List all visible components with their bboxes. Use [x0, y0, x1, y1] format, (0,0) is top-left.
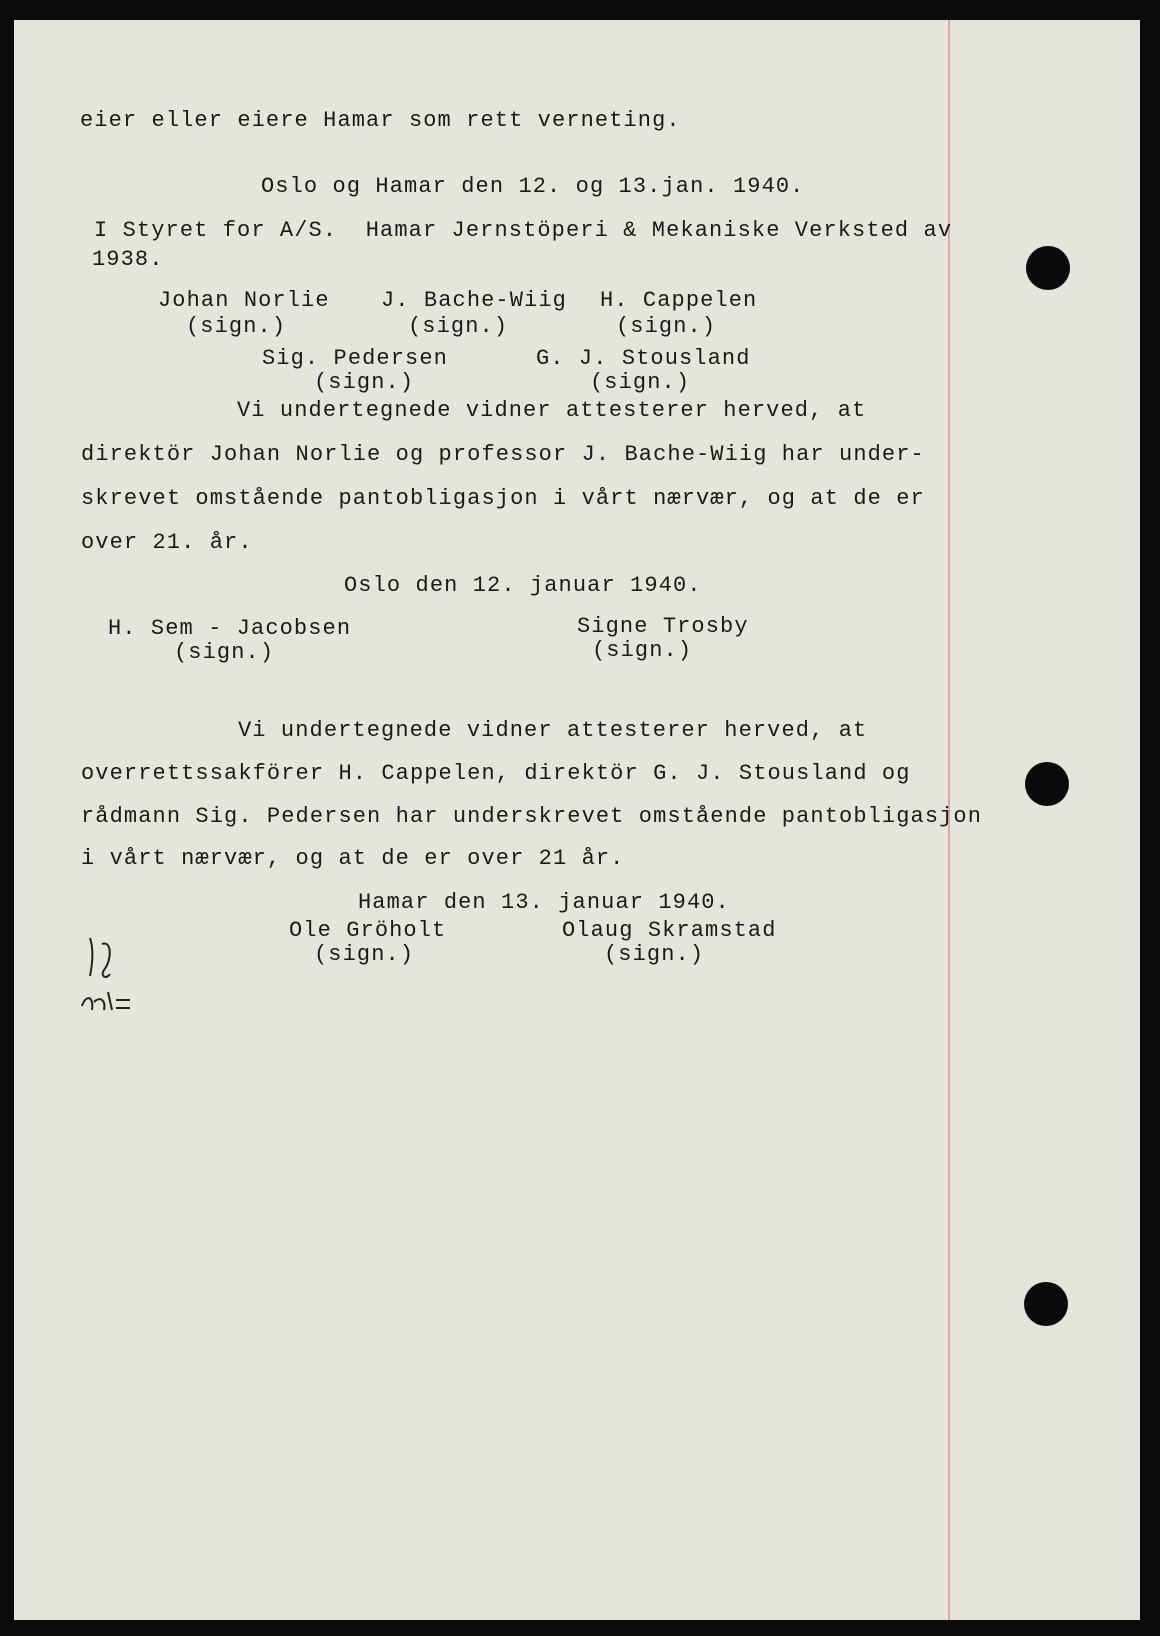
- handwritten-initials: [76, 930, 146, 1020]
- text-line: i vårt nærvær, og at de er over 21 år.: [81, 846, 625, 871]
- punch-hole: [1026, 246, 1070, 290]
- signature-name: Olaug Skramstad: [562, 918, 777, 943]
- signature-name: Sig. Pedersen: [262, 346, 448, 371]
- signature-note: (sign.): [314, 942, 415, 967]
- text-line: rådmann Sig. Pedersen har underskrevet omstående pantobligasjon: [81, 804, 983, 829]
- text-line: direktör Johan Norlie og professor J. Bache-Wiig har under-: [81, 442, 925, 467]
- text-line: 1938.: [92, 247, 164, 272]
- date-line: Hamar den 13. januar 1940.: [358, 890, 730, 915]
- document-page: [14, 20, 1140, 1620]
- punch-hole: [1024, 1282, 1068, 1326]
- signature-name: Signe Trosby: [577, 614, 749, 639]
- signature-note: (sign.): [592, 638, 693, 663]
- signature-note: (sign.): [616, 314, 717, 339]
- signature-note: (sign.): [590, 370, 691, 395]
- signature-name: H. Cappelen: [600, 288, 758, 313]
- text-line: Vi undertegnede vidner attesterer herved, at: [237, 398, 867, 423]
- punch-hole: [1025, 762, 1069, 806]
- text-line: Vi undertegnede vidner attesterer herved, at: [238, 718, 868, 743]
- text-line: eier eller eiere Hamar som rett verneting.: [80, 108, 681, 133]
- signature-name: G. J. Stousland: [536, 346, 751, 371]
- text-line: skrevet omstående pantobligasjon i vårt nærvær, og at de er: [81, 486, 925, 511]
- date-line: Oslo den 12. januar 1940.: [344, 573, 702, 598]
- signature-name: Johan Norlie: [158, 288, 330, 313]
- signature-name: J. Bache-Wiig: [381, 288, 567, 313]
- date-line: Oslo og Hamar den 12. og 13.jan. 1940.: [261, 174, 805, 199]
- signature-note: (sign.): [408, 314, 509, 339]
- text-line: over 21. år.: [81, 530, 253, 555]
- signature-note: (sign.): [604, 942, 705, 967]
- signature-note: (sign.): [186, 314, 287, 339]
- signature-note: (sign.): [314, 370, 415, 395]
- signature-note: (sign.): [174, 640, 275, 665]
- signature-name: H. Sem - Jacobsen: [108, 616, 352, 641]
- text-line: I Styret for A/S. Hamar Jernstöperi & Mekaniske Verksted av: [94, 218, 953, 243]
- signature-name: Ole Gröholt: [289, 918, 447, 943]
- text-line: overrettssakförer H. Cappelen, direktör G. J. Stousland og: [81, 761, 911, 786]
